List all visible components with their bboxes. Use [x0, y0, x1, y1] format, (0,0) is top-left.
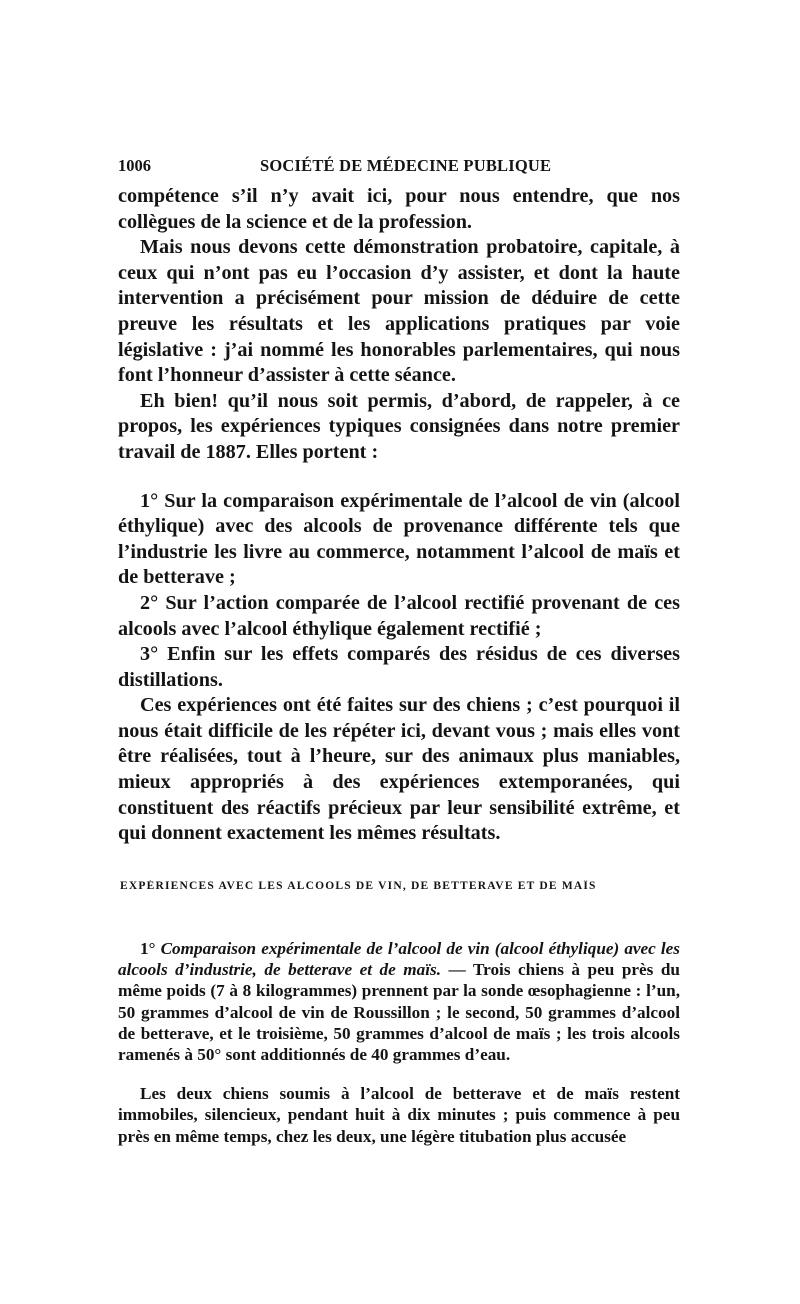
paragraph-body: — Trois chiens à peu près du même poids (7 à 8 kilogrammes) prennent par la sonde œsophagienne : l’un, 50 grammes d’alcool de vin de Roussillon ; le second, 50 grammes d’alcool de betterave, et le troisième, 50 grammes d’alcool de maïs ; les trois alcools ramenés à 50° sont additionnés de 40 grammes d’eau. [118, 960, 680, 1065]
paragraph [118, 938, 680, 1065]
paragraph: Eh bien! qu’il nous soit permis, d’abord, de rappeler, à ce propos, les expériences typiques consignées dans notre premier travail de 1887. Elles portent : [118, 389, 680, 463]
page-header [118, 156, 680, 180]
list-item: 2° Sur l’action comparée de l’alcool rectifié provenant de ces alcools avec l’alcool éthylique également rectifié ; [118, 591, 680, 640]
experiment-text [118, 938, 680, 1147]
paragraph: Les deux chiens soumis à l’alcool de betterave et de maïs restent immobiles, silencieux, pendant huit à dix minutes ; puis commence à peu près en même temps, chez les deux, une légère titubation plus accusée [118, 1084, 680, 1146]
running-title: SOCIÉTÉ DE MÉDECINE PUBLIQUE [260, 156, 552, 175]
paragraph: compétence s’il n’y avait ici, pour nous entendre, que nos collègues de la science et de la profession. [118, 185, 680, 233]
paragraph: Mais nous devons cette démonstration probatoire, capitale, à ceux qui n’ont pas eu l’occasion d’y assister, et dont la haute intervention a précisément pour mission de déduire de cette preuve les résultats et les applications pratiques par voie législative : j’ai nommé les honorables parlementaires, qui nous font l’honneur d’assister à cette séance. [118, 236, 680, 387]
main-text [118, 184, 680, 847]
page-number: 1006 [118, 156, 151, 175]
paragraph-lead: 1° [140, 939, 161, 958]
section-heading: EXPÉRIENCES AVEC LES ALCOOLS DE VIN, DE BETTERAVE ET DE MAÏS [120, 880, 597, 892]
experiment-title: Comparaison expérimentale de l’alcool de vin (alcool éthylique) avec les alcools d’industrie, de betterave et de maïs. [118, 939, 680, 980]
list-item: 3° Enfin sur les effets comparés des résidus de ces diverses distillations. [118, 643, 680, 691]
paragraph: Ces expériences ont été faites sur des chiens ; c’est pourquoi il nous était difficile de les répéter ici, devant vous ; mais elles vont être réalisées, tout à l’heure, sur des animaux plus maniables, mieux appropriés à des expériences extemporanées, qui constituent des réactifs précieux par leur sensibilité extrême, et qui donnent exactement les mêmes résultats. [118, 694, 680, 845]
list-item: 1° Sur la comparaison expérimentale de l’alcool de vin (alcool éthylique) avec des alcools de provenance différente tels que l’industrie les livre au commerce, notamment l’alcool de maïs et de betterave ; [118, 489, 680, 589]
